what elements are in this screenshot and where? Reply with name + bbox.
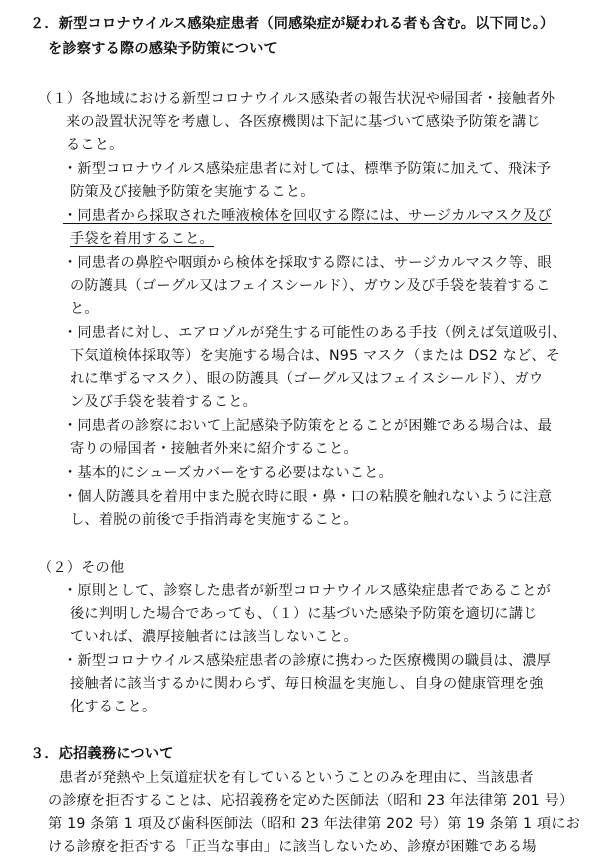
item-1-bullet-4-line-4: ン及び手袋を装着すること。 xyxy=(70,394,258,410)
item-1-bullet-7-line-1: ・個人防護具を着用中また脱衣時に眼・鼻・口の粘膜を触れないように注意 xyxy=(63,489,553,505)
item-1-bullet-2-line-1: ・同患者から採取された唾液検体を回収する際には、サージカルマスク及び xyxy=(63,208,552,224)
item-2-bullet-1-line-3: ていれば、濃厚接触者には該当しないこと。 xyxy=(70,629,358,645)
item-1-line-1: （１）各地域における新型コロナウイルス感染者の報告状況や帰国者・接触者外 xyxy=(38,91,556,107)
item-1-bullet-4-line-1: ・同患者に対し、エアロゾルが発生する可能性のある手技（例えば気道吸引、 xyxy=(63,325,567,341)
item-2-bullet-2-line-3: 化すること。 xyxy=(70,699,157,715)
item-1-bullet-4-line-3: れに準ずるマスク）、眼の防護具（ゴーグル又はフェイスシールド）、ガウ xyxy=(70,371,544,387)
section-3-line-2: の診療を拒否することは、応招義務を定めた医師法（昭和 23 年法律第 201 号） xyxy=(48,793,574,809)
section-2-title-line-1: ２．新型コロナウイルス感染症患者（同感染症が疑われる者も含む。以下同じ。） xyxy=(30,16,555,32)
item-1-bullet-7-line-2: し、着脱の前後で手指消毒を実施すること。 xyxy=(70,512,358,528)
item-2-bullet-2-line-1: ・新型コロナウイルス感染症患者の診療に携わった医療機関の職員は、濃厚 xyxy=(63,653,552,669)
section-3-line-1: 患者が発熱や上気道症状を有しているということのみを理由に、当該患者 xyxy=(59,770,534,786)
item-1-bullet-4-line-2: 下気道検体採取等）を実施する場合は、N95 マスク（または DS2 など、そ xyxy=(70,348,561,364)
section-3-line-3: 第 19 条第 1 項及び歯科医師法（昭和 23 年法律第 202 号）第 19 条第 1 項にお xyxy=(48,816,581,832)
section-3-title: ３．応招義務について xyxy=(30,746,174,762)
item-1-line-2: 来の設置状況等を考慮し、各医療機関は下記に基づいて感染予防策を講じ xyxy=(66,114,541,130)
item-1-bullet-1-line-1: ・新型コロナウイルス感染症患者に対しては、標準予防策に加えて、飛沫予 xyxy=(63,161,552,177)
section-2-title-line-2: を診察する際の感染予防策について xyxy=(48,41,278,57)
item-2-bullet-1-line-1: ・原則として、診察した患者が新型コロナウイルス感染症患者であることが xyxy=(63,583,552,599)
item-1-bullet-3-line-1: ・同患者の鼻腔や咽頭から検体を採取する際には、サージカルマスク等、眼 xyxy=(63,255,552,271)
item-1-bullet-1-line-2: 防策及び接触予防策を実施すること。 xyxy=(70,184,315,200)
item-1-bullet-3-line-3: と。 xyxy=(70,301,99,317)
item-2-bullet-1-line-2: 後に判明した場合であっても、（１）に基づいた感染予防策を適切に講じ xyxy=(70,606,538,622)
item-2-bullet-2-line-2: 接触者に該当するかに関わらず、毎日検温を実施し、自身の健康管理を強 xyxy=(70,676,544,692)
item-1-bullet-2-line-2: 手袋を着用すること。 xyxy=(70,231,214,247)
item-1-bullet-5-line-2: 寄りの帰国者・接触者外来に紹介すること。 xyxy=(70,441,358,457)
section-3-line-4: ける診療を拒否する「正当な事由」に該当しないため、診療が困難である場 xyxy=(48,839,537,855)
item-2-title: （２）その他 xyxy=(38,560,125,576)
item-1-line-3: ること。 xyxy=(66,137,124,153)
item-1-bullet-6-line-1: ・基本的にシューズカバーをする必要はないこと。 xyxy=(63,465,393,481)
item-1-bullet-5-line-1: ・同患者の診察において上記感染予防策をとることが困難である場合は、最 xyxy=(63,418,553,434)
item-1-bullet-3-line-2: の防護具（ゴーグル又はフェイスシールド）、ガウン及び手袋を装着するこ xyxy=(70,278,551,294)
